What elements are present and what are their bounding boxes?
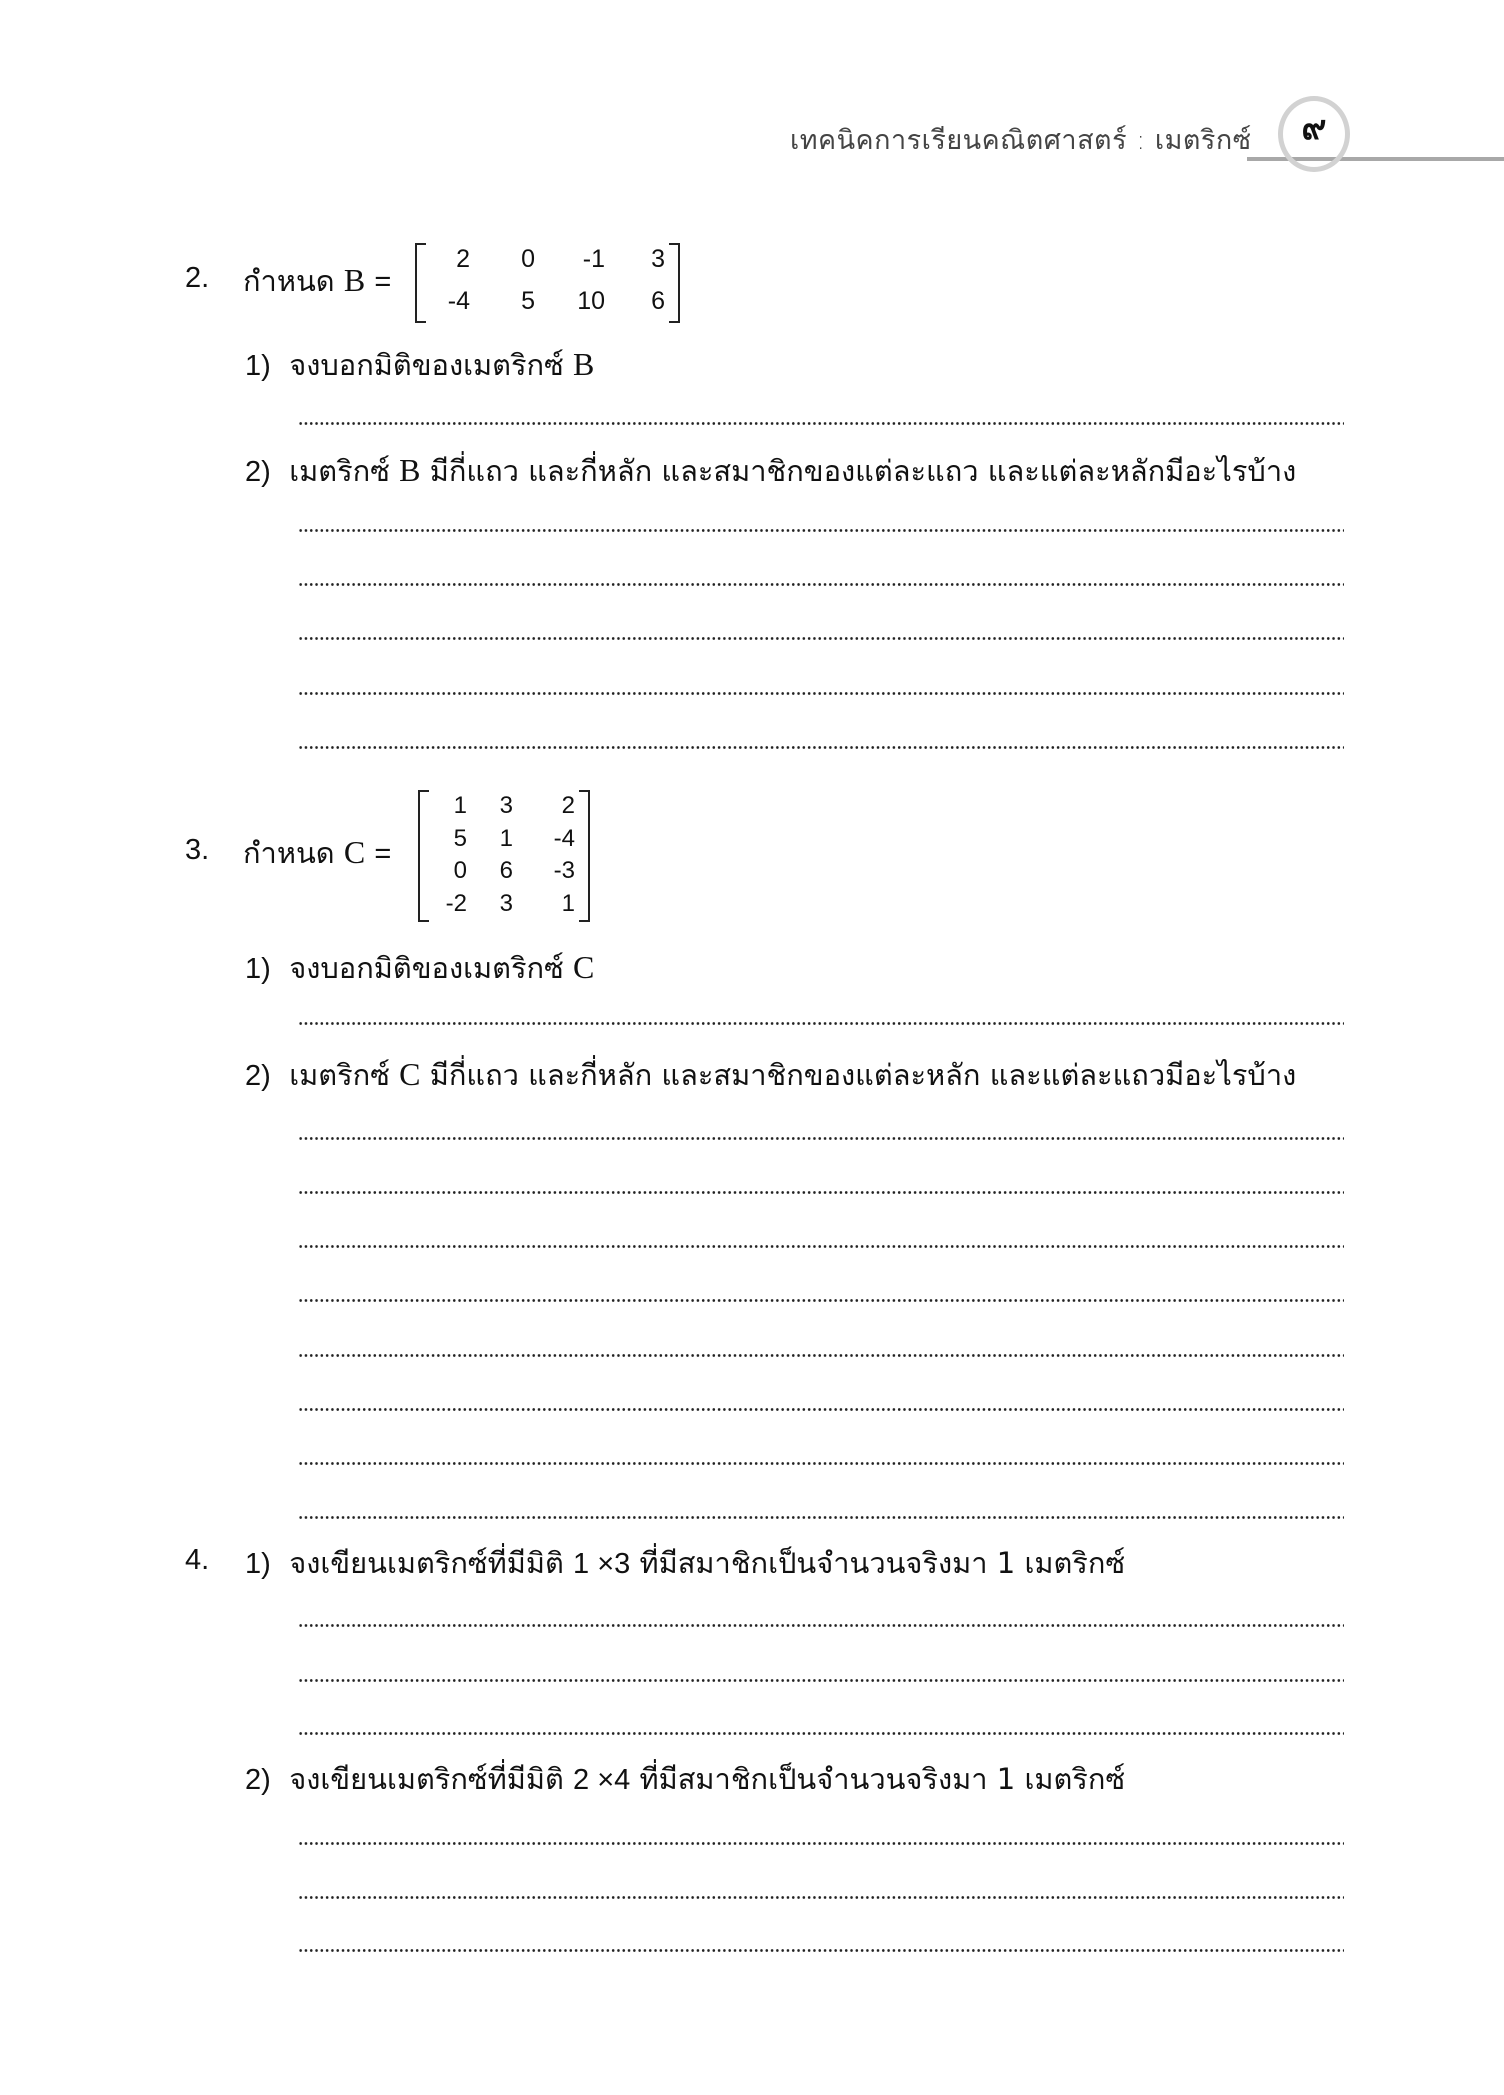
answer-line[interactable] <box>298 1245 1344 1248</box>
part-text: จงเขียนเมตริกซ์ที่มีมิติ <box>289 1546 564 1580</box>
answer-line[interactable] <box>298 1732 1344 1735</box>
part-text: ที่มีสมาชิกเป็นจำนวนจริงมา 1 เมตริกซ์ <box>639 1546 1126 1580</box>
question-number: 3. <box>185 834 210 866</box>
matrix-cell: -1 <box>582 245 605 273</box>
matrix-name: B <box>343 262 366 298</box>
answer-line[interactable] <box>298 692 1344 695</box>
answer-line[interactable] <box>298 1408 1344 1411</box>
part-var: B <box>399 452 421 488</box>
part-text: เมตริกซ์ <box>289 1058 390 1092</box>
matrix-cell: 1 <box>453 792 467 819</box>
question-3-heading <box>185 832 209 867</box>
matrix-cell: 5 <box>521 287 535 315</box>
answer-line[interactable] <box>298 1299 1344 1302</box>
answer-line[interactable] <box>298 1679 1344 1682</box>
part-label: 2) <box>245 1060 271 1092</box>
matrix-cell: 5 <box>453 824 467 852</box>
answer-line[interactable] <box>298 529 1344 532</box>
matrix-cell: -2 <box>445 889 467 917</box>
right-bracket <box>669 243 680 323</box>
question-3-part-1 <box>245 945 594 991</box>
equals-sign: = <box>374 838 392 870</box>
part-text: มีกี่แถว และกี่หลัก และสมาชิกของแต่ละแถว และแต่ละหลักมีอะไรบ้าง <box>429 454 1297 488</box>
part-label: 2) <box>245 1764 271 1796</box>
matrix-b-cells <box>426 243 669 323</box>
matrix-cell: 3 <box>499 792 513 819</box>
matrix-cell: 3 <box>499 889 513 917</box>
matrix-c <box>418 790 590 922</box>
question-2-heading <box>185 260 209 295</box>
matrix-cell: 1 <box>561 889 575 917</box>
part-text: จงบอกมิติของเมตริกซ์ <box>289 951 564 985</box>
matrix-cell: 2 <box>456 245 470 273</box>
part-label: 1) <box>245 953 271 985</box>
part-text: เมตริกซ์ <box>289 454 390 488</box>
matrix-cell: -3 <box>553 857 575 884</box>
answer-line[interactable] <box>298 1462 1344 1465</box>
page-number: ๙ <box>1301 108 1327 148</box>
part-label: 1) <box>245 350 271 382</box>
matrix-cell: -4 <box>553 824 575 852</box>
part-text: มีกี่แถว และกี่หลัก และสมาชิกของแต่ละหลัก และแต่ละแถวมีอะไรบ้าง <box>429 1058 1297 1092</box>
question-3-intro <box>243 830 391 876</box>
left-bracket <box>415 243 426 323</box>
question-2-intro <box>243 258 391 304</box>
question-3-part-2 <box>245 1052 1296 1098</box>
matrix-cell: 2 <box>561 792 575 819</box>
right-bracket <box>579 790 590 922</box>
matrix-b <box>415 243 680 323</box>
intro-text: กำหนด <box>243 836 335 870</box>
matrix-cell: 3 <box>651 245 665 273</box>
matrix-cell: -4 <box>447 287 470 315</box>
question-4-heading <box>185 1542 209 1577</box>
answer-line[interactable] <box>298 1516 1344 1519</box>
question-2-part-2 <box>245 448 1296 494</box>
answer-line[interactable] <box>298 583 1344 586</box>
matrix-cell: 6 <box>651 287 665 315</box>
question-2-part-1 <box>245 342 594 388</box>
matrix-c-cells <box>429 790 579 922</box>
part-text: ที่มีสมาชิกเป็นจำนวนจริงมา 1 เมตริกซ์ <box>639 1762 1126 1796</box>
answer-line[interactable] <box>298 1022 1344 1025</box>
matrix-name: C <box>343 834 366 870</box>
running-header-title: เทคนิคการเรียนคณิตศาสตร์ : เมตริกซ์ <box>790 125 1252 156</box>
part-var: C <box>573 949 595 985</box>
matrix-cell: 6 <box>499 857 513 884</box>
part-var: B <box>573 346 595 382</box>
part-label: 1) <box>245 1548 271 1580</box>
part-text: จงเขียนเมตริกซ์ที่มีมิติ <box>289 1762 564 1796</box>
answer-line[interactable] <box>298 1354 1344 1357</box>
dimension: 2 ×4 <box>573 1764 631 1796</box>
equals-sign: = <box>374 266 392 298</box>
intro-text: กำหนด <box>243 264 335 298</box>
left-bracket <box>418 790 429 922</box>
answer-line[interactable] <box>298 1137 1344 1140</box>
answer-line[interactable] <box>298 422 1344 425</box>
question-4-part-2 <box>245 1756 1125 1802</box>
answer-line[interactable] <box>298 1896 1344 1899</box>
answer-line[interactable] <box>298 1842 1344 1845</box>
answer-line[interactable] <box>298 637 1344 640</box>
part-label: 2) <box>245 456 271 488</box>
part-var: C <box>399 1056 421 1092</box>
question-4-part-1 <box>245 1540 1125 1586</box>
dimension: 1 ×3 <box>573 1548 631 1580</box>
part-text: จงบอกมิติของเมตริกซ์ <box>289 348 564 382</box>
answer-line[interactable] <box>298 1949 1344 1952</box>
answer-line[interactable] <box>298 1191 1344 1194</box>
question-number: 4. <box>185 1544 210 1576</box>
answer-line[interactable] <box>298 1624 1344 1627</box>
question-number: 2. <box>185 262 210 294</box>
matrix-cell: 1 <box>499 824 513 852</box>
answer-line[interactable] <box>298 746 1344 749</box>
matrix-cell: 0 <box>453 857 467 884</box>
matrix-cell: 10 <box>577 287 605 315</box>
matrix-cell: 0 <box>521 245 535 273</box>
